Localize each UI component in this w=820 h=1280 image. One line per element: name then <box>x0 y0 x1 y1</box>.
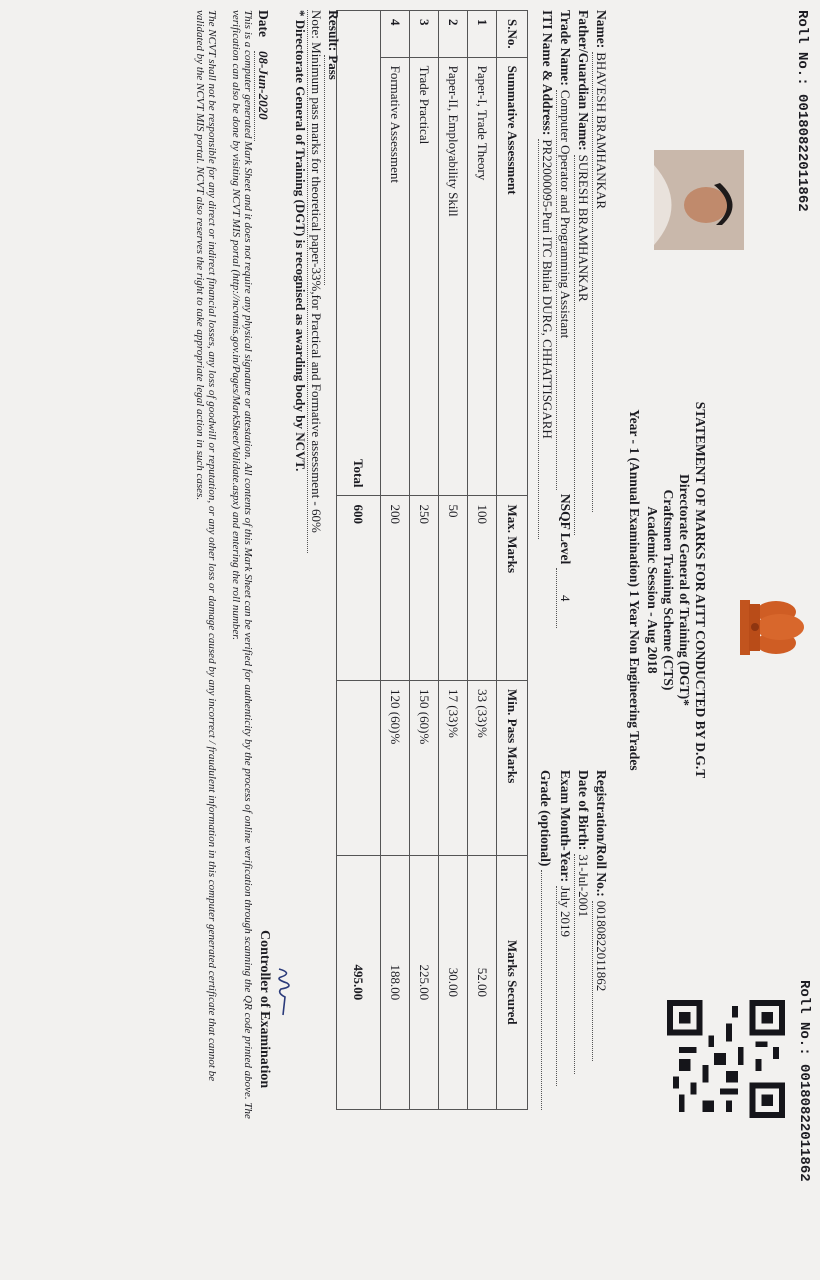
total-label: Total <box>337 11 381 496</box>
registration-label: Registration/Roll No.: <box>594 770 609 897</box>
nsqf-label: NSQF Level <box>558 493 573 565</box>
result-label: Result: <box>326 10 341 52</box>
liability-footnote: The NCVT shall not be responsible for any direct or indirect financial losses, any loss of goodwill or reputation, or any other loss or damage caused by any incorrect / fraudulent information in this computer generated certificate that cannot be validated by the NCVT MIS portal. NCVT also reserves the right to take appropriate legal action in such cases. <box>194 10 218 1082</box>
dgt-note: * Directorate General of Training (DGT) is recognised as awarding body by NCVT. <box>293 10 308 472</box>
name-value: BHAVESH BRAMHANKAR <box>592 52 609 512</box>
total-max-marks: 600 <box>337 496 381 681</box>
pass-marks-note: Note: Minimum pass marks for theoretical paper-33%,for Practical and Formative assessment - 60% <box>307 10 324 553</box>
qr-code-icon <box>667 1000 785 1118</box>
roll-number-top-right: Roll No.: 00180822011862 <box>796 980 812 1182</box>
grade-value <box>541 870 556 1110</box>
total-min-pass <box>337 681 381 856</box>
iti-row <box>538 10 556 539</box>
registration-value: 00180822011862 <box>592 901 609 1061</box>
table-header-row <box>497 11 528 1110</box>
name-label: Name: <box>594 10 609 49</box>
date-value: 08-Jun-2020 <box>254 51 271 141</box>
row-min-pass: 120 (60)% <box>381 681 410 856</box>
header-sno: S.No. <box>497 11 528 58</box>
row-max-marks: 50 <box>439 496 468 681</box>
exam-label: Exam Month-Year: <box>558 770 573 883</box>
row-marks-secured: 225.00 <box>410 855 439 1109</box>
header-min-pass: Min. Pass Marks <box>497 681 528 856</box>
father-value: SURESH BRAMHANKAR <box>574 155 591 535</box>
row-marks-secured: 188.00 <box>381 855 410 1109</box>
statement-title: STATEMENT OF MARKS FOR AITT CONDUCTED BY D.G.T <box>693 401 708 779</box>
father-row <box>574 10 592 535</box>
row-assessment: Paper-II, Employability Skill <box>439 57 468 496</box>
row-min-pass: 17 (33)% <box>439 681 468 856</box>
marks-table <box>336 10 528 1110</box>
date-label: Date <box>256 10 271 37</box>
trade-label: Trade Name: <box>558 10 573 86</box>
row-min-pass: 150 (60)% <box>410 681 439 856</box>
controller-title: Controller of Examination <box>257 930 272 1089</box>
registration-row <box>592 770 610 1061</box>
table-row <box>381 11 410 1110</box>
exam-value: July 2019 <box>556 886 573 1086</box>
total-row <box>337 11 381 1110</box>
table-row <box>468 11 497 1110</box>
total-marks-secured: 495.00 <box>337 855 381 1109</box>
dgt-title: Directorate General of Training (DGT)* <box>677 474 692 706</box>
row-max-marks: 250 <box>410 496 439 681</box>
grade-label: Grade (optional) <box>538 770 553 867</box>
dob-value: 31-Jul-2001 <box>574 854 591 1074</box>
national-emblem-icon <box>736 590 808 665</box>
dob-row <box>574 770 592 1074</box>
father-label: Father/Guardian Name: <box>576 10 591 151</box>
result-row <box>324 10 342 285</box>
row-assessment: Formative Assessment <box>381 57 410 496</box>
row-max-marks: 200 <box>381 496 410 681</box>
row-sno: 2 <box>439 11 468 58</box>
dob-label: Date of Birth: <box>576 770 591 851</box>
header-assessment: Summative Assessment <box>497 57 528 496</box>
row-assessment: Trade Practical <box>410 57 439 496</box>
row-sno: 1 <box>468 11 497 58</box>
iti-label: ITI Name & Address: <box>540 10 555 136</box>
trade-row <box>556 10 574 628</box>
trade-value: Computer Operator and Programming Assistant <box>556 90 573 490</box>
row-marks-secured: 52.00 <box>468 855 497 1109</box>
result-value: Pass <box>324 55 341 285</box>
row-sno: 4 <box>381 11 410 58</box>
row-max-marks: 100 <box>468 496 497 681</box>
row-assessment: Paper-I, Trade Theory <box>468 57 497 496</box>
header-marks-secured: Marks Secured <box>497 855 528 1109</box>
year-title: Year - 1 (Annual Examination) 1 Year Non Engineering Trades <box>627 409 642 771</box>
row-marks-secured: 30.00 <box>439 855 468 1109</box>
table-row <box>439 11 468 1110</box>
table-row <box>410 11 439 1110</box>
grade-row <box>536 770 556 1110</box>
row-min-pass: 33 (33)% <box>468 681 497 856</box>
name-row <box>592 10 610 512</box>
row-sno: 3 <box>410 11 439 58</box>
scheme-title: Craftsmen Training Scheme (CTS) <box>661 489 676 691</box>
iti-value: PR22000095-Puri ITC Bhilai DURG, CHHATTISGARH <box>538 139 555 539</box>
roll-number-top-left: Roll No.: 00180822011862 <box>794 10 810 212</box>
header-max-marks: Max. Marks <box>497 496 528 681</box>
session-title: Academic Session - Aug 2018 <box>645 506 660 674</box>
date-row <box>254 10 272 141</box>
verification-footnote: This is a computer generated Mark Sheet and it does not require any physical signature or attestation. All contents of this Mark Sheet can be verified for authenticity by the process of online verification through scanning the QR code printed above. The verification can also be done by visiting NCVT MIS portal (http://ncvtmis.gov.in/Pages/MarkSheet/Validate.aspx) and entering the roll number. <box>230 10 254 1119</box>
nsqf-value: 4 <box>556 568 573 628</box>
signature-icon <box>273 965 295 1025</box>
exam-row <box>556 770 574 1086</box>
